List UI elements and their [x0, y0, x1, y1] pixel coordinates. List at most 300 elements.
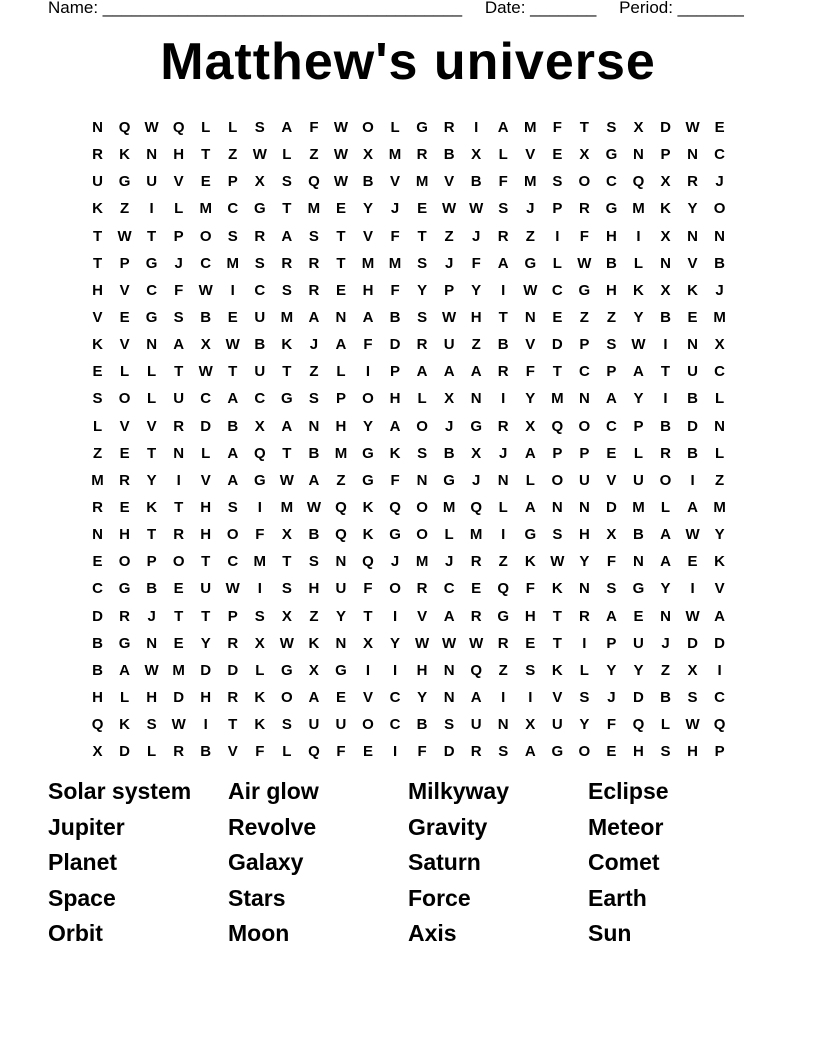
grid-letter: R	[497, 634, 509, 652]
grid-letter: B	[443, 444, 455, 462]
grid-letter: A	[443, 607, 455, 625]
grid-letter: G	[470, 417, 483, 435]
grid-letter: R	[254, 227, 266, 245]
grid-letter: B	[146, 580, 158, 598]
grid-letter: N	[335, 553, 347, 571]
header-fields	[48, 0, 744, 18]
grid-letter: L	[417, 390, 427, 408]
grid-letter: R	[227, 634, 239, 652]
grid-letter: B	[92, 661, 103, 679]
grid-letter: G	[281, 661, 293, 679]
grid-letter: Q	[335, 526, 347, 544]
grid-letter: M	[91, 471, 104, 489]
grid-letter: S	[281, 281, 292, 299]
grid-letter: T	[201, 146, 211, 164]
grid-letter: T	[174, 607, 184, 625]
grid-letter: A	[416, 363, 428, 381]
grid-letter: C	[714, 363, 726, 381]
grid-letter: W	[333, 146, 349, 164]
grid-letter: E	[173, 580, 184, 598]
grid-letter: P	[714, 743, 725, 761]
grid-letter: R	[227, 689, 239, 707]
grid-letter: L	[633, 444, 644, 462]
word-list-item: Air glow	[228, 778, 319, 804]
grid-letter: L	[525, 471, 535, 489]
grid-letter: L	[119, 689, 130, 707]
grid-letter: M	[253, 553, 267, 571]
grid-letter: S	[606, 336, 617, 354]
grid-letter: W	[442, 200, 457, 218]
grid-letter: Q	[362, 553, 374, 571]
grid-letter: P	[444, 281, 455, 299]
grid-letter: D	[92, 607, 103, 625]
grid-letter: L	[119, 363, 130, 381]
grid-letter: S	[92, 390, 103, 408]
grid-row	[84, 385, 733, 412]
grid-letter: H	[524, 607, 536, 625]
grid-letter: Y	[362, 417, 373, 435]
grid-letter: V	[119, 336, 130, 354]
grid-letter: W	[252, 146, 267, 164]
grid-letter: E	[633, 607, 644, 625]
grid-letter: Y	[633, 661, 644, 679]
grid-row	[84, 521, 733, 548]
grid-letter: S	[417, 309, 428, 327]
grid-letter: W	[198, 363, 213, 381]
grid-letter: A	[281, 417, 293, 435]
grid-letter: E	[552, 309, 563, 327]
grid-letter: C	[389, 716, 401, 734]
grid-letter: Q	[551, 417, 564, 435]
grid-letter: O	[281, 689, 293, 707]
grid-letter: F	[579, 227, 589, 245]
grid-letter: T	[552, 634, 562, 652]
grid-letter: H	[605, 227, 617, 245]
grid-letter: I	[203, 716, 208, 734]
grid-letter: A	[687, 499, 698, 517]
grid-letter: K	[92, 200, 103, 218]
grid-letter: L	[715, 444, 725, 462]
grid-letter: O	[362, 390, 374, 408]
grid-letter: N	[578, 580, 590, 598]
grid-letter: G	[416, 119, 428, 137]
grid-letter: E	[173, 634, 184, 652]
grid-letter: K	[714, 553, 726, 571]
grid-letter: C	[443, 580, 455, 598]
grid-letter: B	[687, 390, 698, 408]
grid-row	[84, 575, 733, 602]
grid-letter: O	[578, 417, 591, 435]
grid-letter: B	[660, 689, 671, 707]
grid-letter: O	[362, 119, 374, 137]
grid-letter: N	[497, 471, 509, 489]
grid-letter: H	[578, 526, 590, 544]
grid-letter: I	[365, 661, 371, 679]
grid-letter: I	[690, 580, 695, 598]
grid-letter: A	[389, 417, 401, 435]
grid-letter: R	[173, 743, 185, 761]
grid-letter: X	[660, 173, 671, 191]
grid-letter: S	[552, 526, 563, 544]
grid-letter: A	[335, 336, 347, 354]
grid-letter: B	[92, 634, 103, 652]
grid-letter: R	[308, 281, 320, 299]
grid-letter: N	[551, 499, 563, 517]
grid-letter: M	[226, 254, 239, 272]
grid-letter: X	[254, 634, 265, 652]
grid-letter: K	[119, 716, 130, 734]
grid-letter: J	[390, 553, 400, 571]
grid-letter: P	[606, 363, 617, 381]
grid-letter: K	[551, 580, 563, 598]
grid-letter: I	[392, 743, 398, 761]
word-list-item: Gravity	[408, 813, 488, 840]
grid-letter: Y	[362, 200, 373, 218]
grid-letter: K	[660, 200, 671, 218]
grid-letter: R	[416, 146, 428, 164]
grid-letter: C	[200, 390, 212, 408]
grid-letter: W	[333, 173, 349, 191]
grid-letter: N	[335, 634, 347, 652]
grid-letter: Y	[335, 607, 346, 625]
grid-letter: O	[416, 417, 428, 435]
grid-letter: J	[715, 173, 724, 191]
grid-letter: Y	[471, 281, 482, 299]
grid-letter: E	[606, 444, 617, 462]
grid-letter: E	[335, 689, 346, 707]
grid-letter: F	[471, 254, 481, 272]
grid-letter: L	[498, 499, 508, 517]
grid-letter: D	[200, 661, 212, 679]
grid-letter: K	[92, 336, 103, 354]
grid-letter: K	[687, 281, 698, 299]
grid-letter: Y	[417, 689, 428, 707]
grid-letter: R	[578, 607, 590, 625]
grid-letter: W	[685, 119, 700, 137]
grid-letter: R	[578, 200, 590, 218]
grid-letter: S	[281, 716, 292, 734]
grid-letter: D	[551, 336, 563, 354]
grid-letter: M	[415, 173, 429, 191]
grid-letter: B	[416, 716, 428, 734]
grid-letter: T	[228, 716, 238, 734]
grid-letter: X	[525, 417, 536, 435]
grid-letter: W	[631, 336, 646, 354]
grid-letter: W	[171, 716, 186, 734]
grid-letter: P	[227, 607, 238, 625]
grid-letter: U	[633, 471, 644, 489]
grid-letter: P	[552, 444, 563, 462]
word-list-item: Eclipse	[588, 778, 669, 804]
grid-letter: T	[552, 607, 562, 625]
grid-letter: B	[660, 309, 671, 327]
grid-letter: M	[388, 254, 402, 272]
word-list-item: Orbit	[48, 920, 103, 947]
grid-letter: C	[254, 281, 266, 299]
grid-letter: I	[528, 689, 533, 707]
grid-letter: T	[147, 444, 157, 462]
grid-letter: V	[390, 173, 401, 191]
grid-letter: K	[254, 716, 266, 734]
grid-letter: R	[470, 553, 482, 571]
grid-letter: E	[687, 309, 698, 327]
grid-letter: B	[687, 444, 698, 462]
grid-letter: F	[363, 580, 373, 598]
grid-letter: C	[605, 173, 617, 191]
grid-letter: V	[119, 281, 130, 299]
grid-letter: X	[660, 227, 671, 245]
grid-letter: N	[524, 309, 536, 327]
grid-letter: Z	[715, 471, 725, 489]
grid-letter: E	[606, 743, 617, 761]
grid-letter: B	[254, 336, 266, 354]
grid-letter: M	[334, 444, 348, 462]
grid-letter: N	[146, 336, 158, 354]
grid-letter: I	[230, 281, 235, 299]
grid-letter: H	[200, 689, 212, 707]
grid-letter: X	[362, 146, 373, 164]
grid-letter: B	[714, 254, 726, 272]
grid-letter: G	[605, 146, 618, 164]
grid-letter: I	[474, 119, 479, 137]
grid-letter: U	[92, 173, 103, 191]
grid-letter: R	[308, 254, 320, 272]
grid-letter: T	[363, 607, 373, 625]
grid-letter: M	[307, 200, 321, 218]
grid-letter: A	[227, 471, 239, 489]
grid-letter: S	[308, 553, 319, 571]
grid-letter: D	[687, 417, 698, 435]
grid-letter: S	[525, 661, 536, 679]
grid-letter: E	[714, 119, 725, 137]
grid-letter: D	[714, 634, 726, 652]
word-list-item: Earth	[588, 884, 647, 911]
grid-letter: U	[633, 634, 644, 652]
grid-letter: L	[633, 254, 644, 272]
grid-letter: N	[714, 227, 726, 245]
word-list-item: Space	[48, 884, 116, 911]
grid-letter: J	[444, 553, 454, 571]
grid-letter: B	[362, 173, 374, 191]
grid-letter: X	[308, 661, 319, 679]
word-list-item: Axis	[408, 920, 457, 947]
grid-letter: E	[227, 309, 238, 327]
grid-letter: X	[471, 146, 482, 164]
grid-letter: W	[577, 254, 592, 272]
grid-letter: X	[92, 743, 103, 761]
grid-letter: P	[579, 336, 590, 354]
word-list-item: Solar system	[48, 778, 192, 804]
grid-letter: I	[501, 689, 506, 707]
grid-row	[84, 141, 733, 168]
grid-letter: S	[227, 227, 238, 245]
grid-letter: L	[147, 743, 157, 761]
grid-letter: W	[117, 227, 132, 245]
grid-letter: L	[147, 363, 157, 381]
grid-letter: P	[227, 173, 238, 191]
grid-letter: L	[498, 146, 508, 164]
grid-letter: G	[443, 471, 455, 489]
grid-row	[84, 114, 733, 141]
grid-letter: G	[281, 390, 293, 408]
grid-letter: E	[119, 309, 130, 327]
grid-letter: A	[633, 363, 644, 381]
grid-letter: S	[444, 716, 455, 734]
grid-letter: H	[200, 526, 212, 544]
grid-letter: K	[281, 336, 293, 354]
grid-letter: F	[309, 119, 319, 137]
grid-letter: T	[174, 363, 184, 381]
grid-letter: D	[687, 634, 698, 652]
grid-letter: N	[660, 607, 671, 625]
grid-letter: N	[146, 634, 158, 652]
grid-letter: Q	[308, 173, 320, 191]
grid-letter: G	[389, 526, 401, 544]
grid-letter: N	[416, 471, 428, 489]
grid-letter: W	[333, 119, 349, 137]
grid-letter: N	[470, 390, 482, 408]
grid-letter: L	[336, 363, 346, 381]
grid-letter: X	[633, 119, 644, 137]
grid-letter: M	[199, 200, 212, 218]
grid-letter: F	[417, 743, 427, 761]
grid-letter: F	[336, 743, 346, 761]
grid-letter: M	[551, 390, 564, 408]
grid-letter: R	[416, 580, 428, 598]
grid-row	[84, 168, 733, 195]
grid-letter: S	[146, 716, 157, 734]
grid-letter: X	[471, 444, 482, 462]
grid-letter: S	[254, 254, 265, 272]
grid-letter: T	[282, 444, 292, 462]
grid-letter: M	[361, 254, 375, 272]
grid-letter: N	[660, 254, 671, 272]
grid-letter: T	[174, 499, 184, 517]
grid-letter: F	[390, 281, 400, 299]
grid-letter: B	[200, 309, 212, 327]
grid-letter: L	[660, 716, 671, 734]
grid-letter: H	[119, 526, 130, 544]
word-list-item: Saturn	[408, 849, 481, 876]
grid-letter: Z	[309, 363, 319, 381]
grid-letter: D	[660, 119, 671, 137]
grid-letter: B	[605, 254, 617, 272]
grid-letter: X	[444, 390, 455, 408]
grid-letter: K	[633, 281, 644, 299]
grid-letter: U	[173, 390, 185, 408]
grid-letter: S	[552, 173, 563, 191]
grid-letter: A	[714, 607, 726, 625]
grid-letter: Y	[633, 309, 644, 327]
grid-letter: N	[633, 553, 644, 571]
grid-letter: R	[660, 444, 671, 462]
grid-letter: V	[606, 471, 617, 489]
grid-letter: O	[713, 200, 726, 218]
grid-letter: Y	[633, 390, 644, 408]
grid-letter: U	[470, 716, 482, 734]
grid-letter: C	[146, 281, 158, 299]
grid-letter: F	[174, 281, 184, 299]
grid-letter: X	[200, 336, 211, 354]
grid-letter: I	[690, 471, 695, 489]
grid-letter: K	[389, 444, 401, 462]
grid-letter: I	[582, 634, 587, 652]
grid-letter: M	[524, 119, 537, 137]
grid-letter: I	[555, 227, 560, 245]
grid-row	[84, 711, 733, 738]
grid-letter: D	[443, 743, 455, 761]
grid-letter: Z	[309, 607, 319, 625]
grid-letter: S	[606, 580, 617, 598]
grid-letter: W	[469, 200, 484, 218]
grid-letter: N	[714, 417, 726, 435]
grid-letter: Q	[497, 580, 510, 598]
grid-letter: T	[498, 309, 508, 327]
grid-letter: K	[254, 689, 266, 707]
grid-letter: A	[660, 553, 671, 571]
grid-letter: W	[279, 634, 294, 652]
grid-letter: O	[416, 526, 428, 544]
grid-letter: L	[174, 200, 184, 218]
grid-letter: F	[606, 553, 616, 571]
grid-letter: S	[254, 119, 265, 137]
grid-letter: Y	[687, 200, 698, 218]
grid-letter: W	[225, 336, 240, 354]
grid-letter: H	[633, 743, 644, 761]
grid-letter: T	[201, 553, 211, 571]
grid-letter: Q	[389, 499, 401, 517]
grid-letter: L	[228, 119, 238, 137]
grid-row	[84, 223, 733, 250]
grid-letter: U	[200, 580, 212, 598]
grid-letter: L	[201, 444, 211, 462]
grid-letter: V	[92, 309, 103, 327]
grid-letter: I	[501, 390, 506, 408]
grid-letter: L	[201, 119, 211, 137]
grid-letter: P	[335, 390, 346, 408]
grid-letter: S	[579, 689, 590, 707]
word-list-item: Planet	[48, 849, 118, 876]
grid-letter: H	[687, 743, 698, 761]
grid-letter: S	[227, 499, 238, 517]
grid-row	[84, 630, 733, 657]
grid-letter: O	[118, 390, 131, 408]
grid-letter: M	[280, 309, 294, 327]
grid-letter: M	[415, 553, 429, 571]
grid-letter: A	[443, 363, 455, 381]
grid-letter: E	[335, 281, 346, 299]
grid-letter: X	[254, 417, 265, 435]
grid-letter: A	[497, 119, 509, 137]
grid-letter: K	[308, 634, 320, 652]
grid-letter: H	[605, 281, 617, 299]
grid-letter: W	[225, 580, 240, 598]
grid-letter: P	[552, 200, 563, 218]
grid-letter: D	[227, 661, 239, 679]
grid-letter: J	[715, 281, 724, 299]
grid-letter: Q	[253, 444, 266, 462]
grid-letter: L	[92, 417, 103, 435]
grid-letter: V	[200, 471, 211, 489]
grid-letter: E	[552, 146, 563, 164]
grid-letter: R	[173, 417, 185, 435]
grid-letter: H	[389, 390, 401, 408]
grid-letter: Z	[119, 200, 130, 218]
grid-row	[84, 467, 733, 494]
grid-letter: L	[579, 661, 589, 679]
grid-letter: I	[717, 661, 722, 679]
grid-letter: W	[523, 281, 538, 299]
